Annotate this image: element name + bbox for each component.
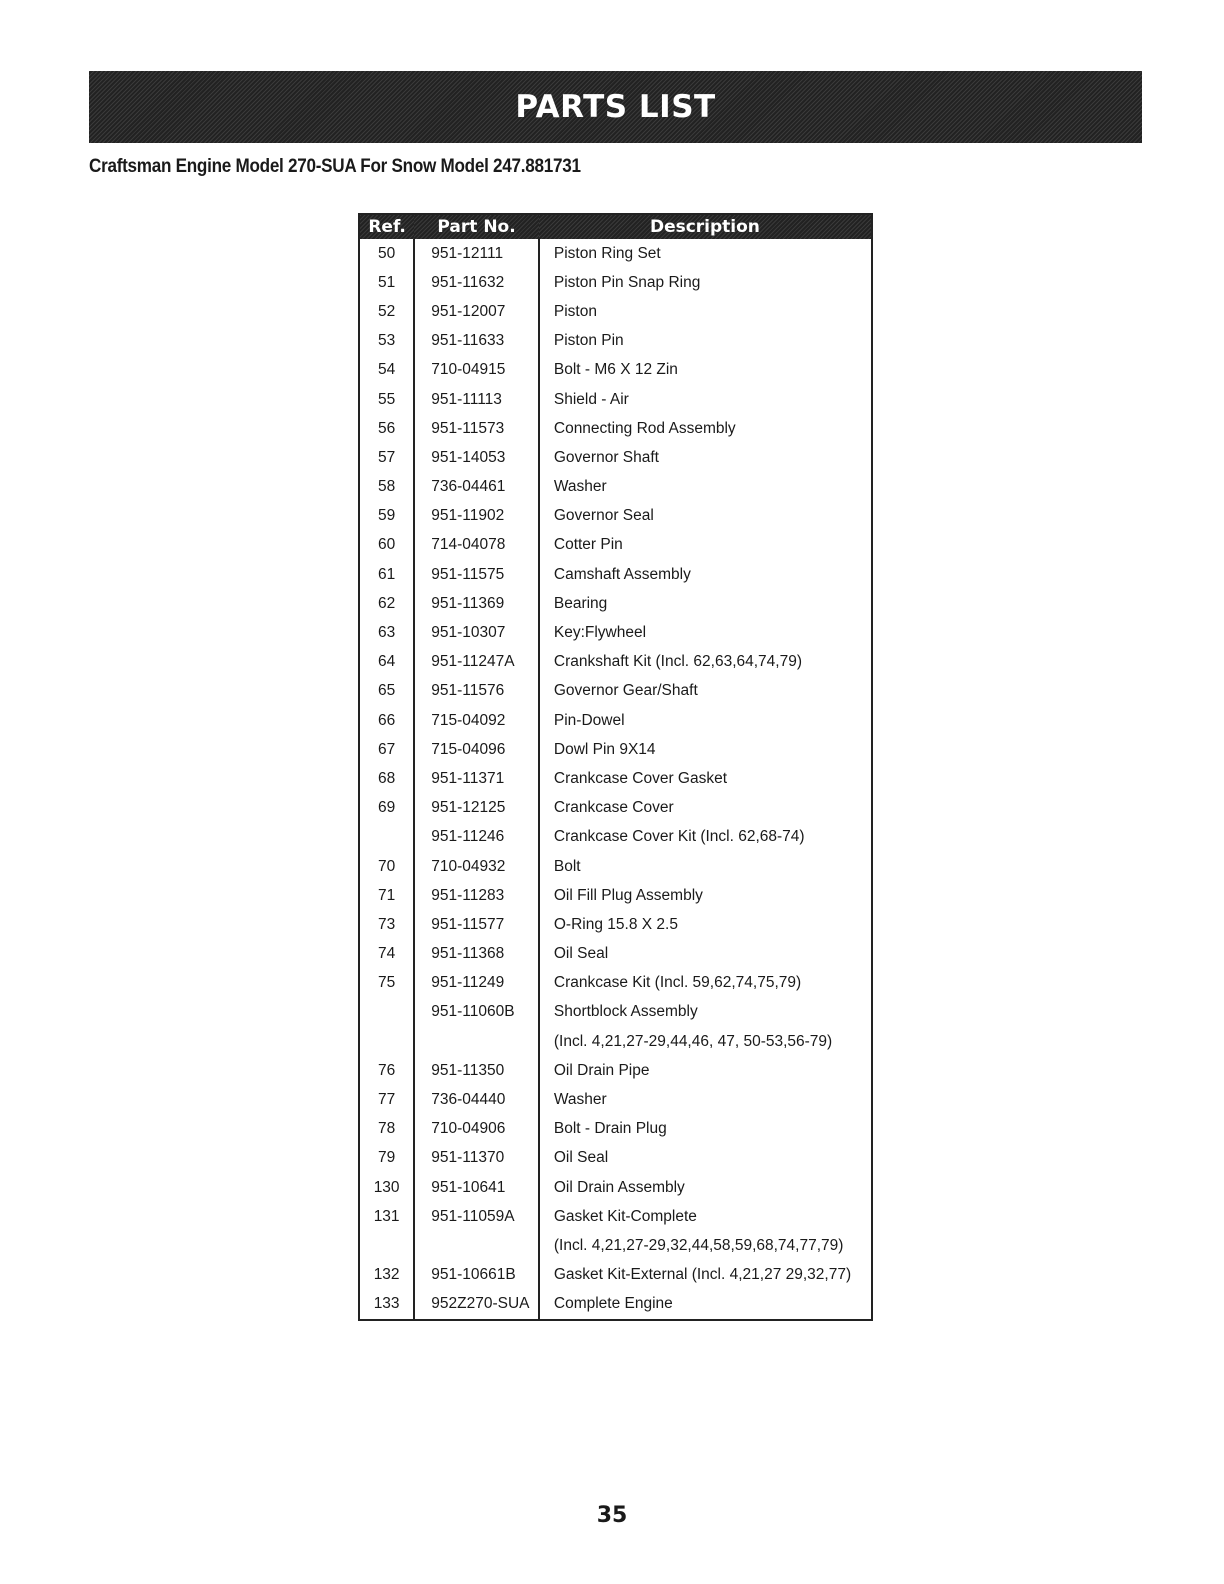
description-cell: Gasket Kit-Complete <box>553 1207 697 1225</box>
part-number-cell: 951-11368 <box>414 940 539 969</box>
part-number-cell: 951-10307 <box>414 618 539 647</box>
header-banner <box>89 71 1142 143</box>
table-row <box>359 618 872 647</box>
table-row <box>359 1290 872 1320</box>
table-row <box>359 443 872 472</box>
part-number-cell: 951-11577 <box>414 910 539 939</box>
part-number-cell: 951-11633 <box>414 327 539 356</box>
part-number-cell: 951-11246 <box>414 823 539 852</box>
description-cell: Shortblock Assembly <box>553 1003 698 1021</box>
ref-cell: 64 <box>359 648 414 677</box>
ref-cell <box>359 1027 414 1056</box>
description-cell: Washer <box>553 478 607 496</box>
table-row <box>359 560 872 589</box>
table-row <box>359 794 872 823</box>
part-number-cell: 951-12111 <box>414 239 539 268</box>
ref-cell: 59 <box>359 502 414 531</box>
part-number-cell: 715-04096 <box>414 735 539 764</box>
part-number-cell <box>414 1231 539 1260</box>
page-number: 35 <box>596 1503 628 1528</box>
description-cell: Piston Ring Set <box>553 244 661 262</box>
ref-cell: 78 <box>359 1115 414 1144</box>
table-row <box>359 998 872 1027</box>
part-number-cell: 951-11575 <box>414 560 539 589</box>
part-number-cell: 736-04461 <box>414 473 539 502</box>
description-cell: Crankcase Kit (Incl. 59,62,74,75,79) <box>553 974 802 992</box>
description-cell: Bolt - M6 X 12 Zin <box>553 361 678 379</box>
ref-cell: 51 <box>359 268 414 297</box>
ref-cell: 50 <box>359 239 414 268</box>
description-cell: Piston <box>553 302 597 320</box>
description-cell: Bearing <box>553 594 608 612</box>
description-cell: Dowl Pin 9X14 <box>553 740 656 758</box>
part-number-cell: 951-11573 <box>414 414 539 443</box>
part-number-cell: 951-11371 <box>414 764 539 793</box>
description-cell: Oil Drain Pipe <box>553 1061 650 1079</box>
part-number-cell: 951-10641 <box>414 1173 539 1202</box>
description-cell: Piston Pin <box>553 332 624 350</box>
description-cell: Cotter Pin <box>553 536 623 554</box>
part-number-cell <box>414 1027 539 1056</box>
table-row <box>359 648 872 677</box>
ref-cell: 77 <box>359 1085 414 1114</box>
description-cell: Governor Gear/Shaft <box>553 682 698 700</box>
table-row <box>359 1261 872 1290</box>
description-cell: Crankcase Cover Kit (Incl. 62,68-74) <box>553 828 805 846</box>
description-cell: Piston Pin Snap Ring <box>553 273 701 291</box>
ref-cell: 52 <box>359 297 414 326</box>
part-number-cell: 951-11283 <box>414 881 539 910</box>
description-cell: Governor Shaft <box>553 448 659 466</box>
ref-cell: 62 <box>359 589 414 618</box>
table-row <box>359 764 872 793</box>
table-row <box>359 706 872 735</box>
description-cell: O-Ring 15.8 X 2.5 <box>553 915 678 933</box>
description-cell: Complete Engine <box>553 1295 673 1313</box>
part-number-cell: 736-04440 <box>414 1085 539 1114</box>
table-row <box>359 1231 872 1260</box>
ref-cell: 131 <box>359 1202 414 1231</box>
table-row <box>359 940 872 969</box>
table-row <box>359 1115 872 1144</box>
part-number-cell: 952Z270-SUA <box>414 1290 539 1320</box>
description-cell: Oil Seal <box>553 945 609 963</box>
part-number-cell: 951-11370 <box>414 1144 539 1173</box>
ref-cell <box>359 998 414 1027</box>
part-number-cell: 951-12007 <box>414 297 539 326</box>
part-number-cell: 714-04078 <box>414 531 539 560</box>
ref-cell: 58 <box>359 473 414 502</box>
table-row <box>359 297 872 326</box>
table-row <box>359 531 872 560</box>
table-row <box>359 385 872 414</box>
model-subtitle: Craftsman Engine Model 270-SUA For Snow Model 247.881731 <box>89 156 581 177</box>
ref-cell: 63 <box>359 618 414 647</box>
table-row <box>359 356 872 385</box>
description-cell: Oil Drain Assembly <box>553 1178 685 1196</box>
table-row <box>359 910 872 939</box>
ref-cell: 70 <box>359 852 414 881</box>
ref-cell: 71 <box>359 881 414 910</box>
description-cell: Camshaft Assembly <box>553 565 691 583</box>
part-number-cell: 951-10661B <box>414 1261 539 1290</box>
table-row <box>359 881 872 910</box>
description-cell: Key:Flywheel <box>553 624 647 642</box>
column-header-description: Description <box>539 214 872 239</box>
description-cell: Connecting Rod Assembly <box>553 419 736 437</box>
part-number-cell: 710-04906 <box>414 1115 539 1144</box>
part-number-cell: 951-12125 <box>414 794 539 823</box>
table-row <box>359 1144 872 1173</box>
ref-cell: 79 <box>359 1144 414 1173</box>
description-cell: Oil Seal <box>553 1149 609 1167</box>
ref-cell: 130 <box>359 1173 414 1202</box>
ref-cell: 76 <box>359 1056 414 1085</box>
part-number-cell: 951-11113 <box>414 385 539 414</box>
table-row <box>359 502 872 531</box>
ref-cell <box>359 1231 414 1260</box>
table-row <box>359 327 872 356</box>
table-row <box>359 414 872 443</box>
table-row <box>359 969 872 998</box>
part-number-cell: 951-14053 <box>414 443 539 472</box>
ref-cell: 74 <box>359 940 414 969</box>
part-number-cell: 951-11060B <box>414 998 539 1027</box>
description-cell: Washer <box>553 1091 607 1109</box>
table-row <box>359 589 872 618</box>
description-cell: Crankshaft Kit (Incl. 62,63,64,74,79) <box>553 653 803 671</box>
part-number-cell: 710-04915 <box>414 356 539 385</box>
part-number-cell: 710-04932 <box>414 852 539 881</box>
column-header-ref: Ref. <box>359 214 414 239</box>
table-row <box>359 677 872 706</box>
ref-cell: 61 <box>359 560 414 589</box>
part-number-cell: 951-11059A <box>414 1202 539 1231</box>
table-row <box>359 1027 872 1056</box>
table-row <box>359 823 872 852</box>
ref-cell: 132 <box>359 1261 414 1290</box>
part-number-cell: 951-11249 <box>414 969 539 998</box>
parts-table <box>358 213 873 1321</box>
ref-cell: 69 <box>359 794 414 823</box>
ref-cell: 55 <box>359 385 414 414</box>
description-cell: Crankcase Cover Gasket <box>553 769 728 787</box>
description-cell: Governor Seal <box>553 507 654 525</box>
table-row <box>359 1173 872 1202</box>
parts-table-body <box>359 239 872 1320</box>
table-row <box>359 735 872 764</box>
ref-cell: 67 <box>359 735 414 764</box>
table-row <box>359 268 872 297</box>
description-cell: Crankcase Cover <box>553 799 674 817</box>
table-row <box>359 1056 872 1085</box>
description-cell: Oil Fill Plug Assembly <box>553 886 703 904</box>
part-number-cell: 951-11902 <box>414 502 539 531</box>
ref-cell: 68 <box>359 764 414 793</box>
ref-cell: 66 <box>359 706 414 735</box>
ref-cell: 65 <box>359 677 414 706</box>
ref-cell: 53 <box>359 327 414 356</box>
part-number-cell: 951-11369 <box>414 589 539 618</box>
ref-cell: 54 <box>359 356 414 385</box>
column-header-part-no: Part No. <box>414 214 539 239</box>
part-number-cell: 951-11576 <box>414 677 539 706</box>
description-cell: Pin-Dowel <box>553 711 625 729</box>
table-header-row <box>359 214 872 239</box>
ref-cell: 75 <box>359 969 414 998</box>
ref-cell <box>359 823 414 852</box>
description-cell: Bolt <box>553 857 581 875</box>
table-row <box>359 852 872 881</box>
description-cell: (Incl. 4,21,27-29,32,44,58,59,68,74,77,79) <box>553 1236 844 1254</box>
description-cell: (Incl. 4,21,27-29,44,46, 47, 50-53,56-79) <box>553 1032 833 1050</box>
table-row <box>359 473 872 502</box>
table-row <box>359 1085 872 1114</box>
table-row <box>359 1202 872 1231</box>
ref-cell: 56 <box>359 414 414 443</box>
part-number-cell: 715-04092 <box>414 706 539 735</box>
ref-cell: 73 <box>359 910 414 939</box>
description-cell: Bolt - Drain Plug <box>553 1120 667 1138</box>
part-number-cell: 951-11247A <box>414 648 539 677</box>
description-cell: Shield - Air <box>553 390 629 408</box>
table-row <box>359 239 872 268</box>
description-cell: Gasket Kit-External (Incl. 4,21,27 29,32,77) <box>553 1266 852 1284</box>
ref-cell: 133 <box>359 1290 414 1320</box>
part-number-cell: 951-11350 <box>414 1056 539 1085</box>
part-number-cell: 951-11632 <box>414 268 539 297</box>
page-title: PARTS LIST <box>515 89 716 125</box>
ref-cell: 60 <box>359 531 414 560</box>
ref-cell: 57 <box>359 443 414 472</box>
